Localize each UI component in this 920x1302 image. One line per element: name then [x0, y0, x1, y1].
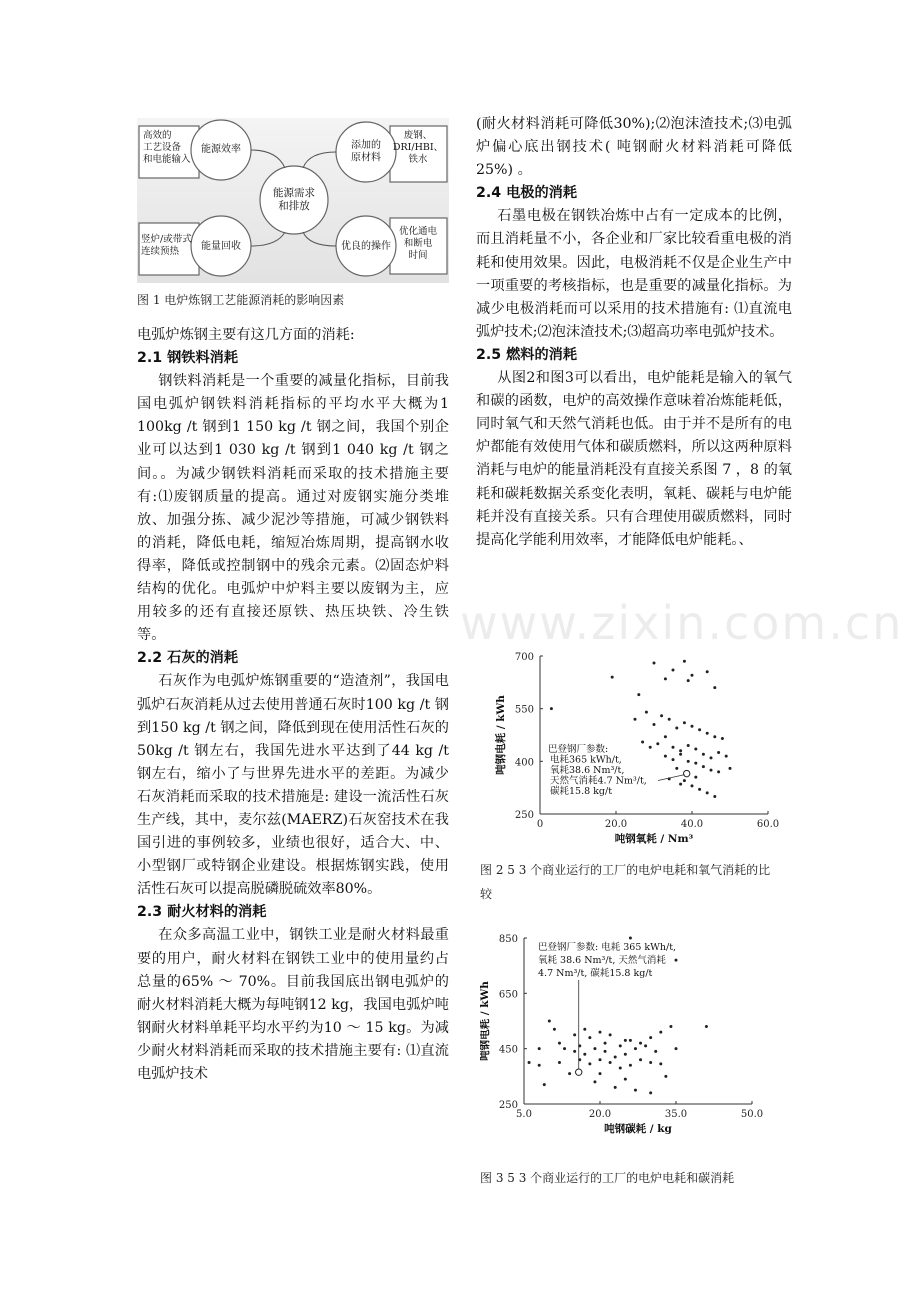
- y-tick-label: 550: [514, 704, 534, 716]
- watermark: www.zixin.com.cn: [460, 596, 904, 650]
- figure-3-chart: [480, 924, 800, 1146]
- data-point: [706, 732, 709, 735]
- fig1-text-line: 工艺设备: [143, 141, 182, 153]
- annotation-line: 碳耗15.8 kg/t: [550, 786, 613, 797]
- fig1-text-line: 和断电: [403, 237, 433, 249]
- data-point: [538, 1047, 541, 1050]
- data-point: [649, 1036, 652, 1039]
- data-point: [679, 753, 682, 756]
- data-point: [675, 726, 678, 729]
- data-point: [653, 662, 656, 665]
- annotation-line: 氧耗38.6 Nm³/t,: [550, 765, 625, 776]
- left-column: [137, 324, 449, 1086]
- x-tick-label: 60.0: [756, 819, 780, 830]
- data-point: [604, 1050, 607, 1053]
- data-point: [644, 1044, 647, 1047]
- figure-2-plot: [480, 642, 800, 852]
- data-point: [558, 1042, 561, 1045]
- fig1-text-line: 优良的操作: [341, 241, 391, 252]
- data-point: [645, 711, 648, 714]
- data-point: [550, 707, 553, 710]
- data-point: [691, 784, 694, 787]
- highlight-point: [683, 770, 689, 776]
- data-point: [717, 751, 720, 754]
- section-2-2-text: 石灰作为电弧炉炼钢重要的“造渣剂”，我国电弧炉石灰消耗从过去使用普通石灰时100 kg /t 钢到150 kg /t 钢之间，降低到现在使用活性石灰的50kg /t 钢左右，我国先进水平达到了44 kg /t 钢左右，缩小了与世界先进水平的差距。为减少石灰消耗而采取的技术措施是: 建设一流活性石灰生产线，其中，麦尔兹(MAERZ)石灰窑技术在我国引进的事例较多，业绩也很好，适合大、中、小型钢厂或特钢企业建设。根据炼钢实践，使用活性石灰可以提高脱磷脱硫效率80%。: [137, 673, 449, 898]
- y-axis-label: 吨钢电耗 / kWh: [495, 695, 507, 775]
- y-tick-label: 450: [498, 1044, 518, 1056]
- fig1-text-line: 时间: [408, 249, 428, 261]
- data-point: [706, 670, 709, 673]
- data-point: [725, 755, 728, 758]
- data-point: [717, 770, 720, 773]
- data-point: [649, 746, 652, 749]
- right-column: [476, 113, 792, 552]
- data-point: [705, 1025, 708, 1028]
- data-point: [624, 1039, 627, 1042]
- section-2-5-text: 从图2和图3可以看出，电炉能耗是输入的氧气和碳的函数，电炉的高效操作意味着冶炼能耗低，同时氧气和天然气消耗也低。由于并不是所有的电炉都能有效使用气体和碳质燃料，所以这两种原料消耗与电炉的能量消耗没有直接关系图 7 ，8 的氧耗和碳耗数据关系变化表明，氧耗、碳耗与电炉能耗并没有直接关系。只有合理使用碳质燃料，同时提高化学能利用效率，才能降低电炉能耗。、: [476, 370, 792, 548]
- data-point: [668, 718, 671, 721]
- x-tick-label: 35.0: [664, 1109, 688, 1120]
- data-point: [710, 769, 713, 772]
- figure-1: [137, 118, 449, 283]
- data-point: [654, 1050, 657, 1053]
- highlight-point: [576, 1069, 582, 1075]
- data-point: [649, 1061, 652, 1064]
- annotation-line: 天然气消耗4.7 Nm³/t,: [550, 775, 647, 787]
- fig1-circle-tl: [201, 142, 241, 155]
- data-point: [713, 735, 716, 738]
- data-point: [528, 1061, 531, 1064]
- annotation-line: 氧耗 38.6 Nm³/t, 天然气消耗: [538, 955, 666, 966]
- fig1-text-line: DRI/HBI、: [392, 141, 444, 153]
- data-point: [653, 723, 656, 726]
- data-point: [634, 718, 637, 721]
- data-point: [710, 756, 713, 759]
- data-point: [624, 1053, 627, 1056]
- data-point: [664, 1075, 667, 1078]
- section-2-3-heading: 2.3 耐火材料的消耗: [137, 904, 267, 921]
- data-point: [683, 660, 686, 663]
- data-point: [583, 1028, 586, 1031]
- data-point: [691, 674, 694, 677]
- data-point: [639, 1042, 642, 1045]
- data-point: [721, 737, 724, 740]
- figure-1-caption: 图 1 电炉炼钢工艺能源消耗的影响因素: [137, 293, 345, 307]
- fig1-text-line: 竖炉/或带式: [141, 234, 192, 245]
- data-point: [687, 679, 690, 682]
- data-point: [611, 676, 614, 679]
- section-2-3-continued: (耐火材料消耗可降低30%);⑵泡沫渣技术;⑶电弧炉偏心底出钢技术( 吨钢耐火材料消耗可降低25%) 。: [476, 116, 792, 179]
- annotation-line: 4.7 Nm³/t, 碳耗15.8 kg/t: [538, 968, 653, 979]
- data-point: [629, 937, 632, 940]
- data-point: [664, 677, 667, 680]
- data-point: [543, 1083, 546, 1086]
- annotation-line: 电耗365 kWh/t,: [550, 754, 622, 766]
- data-point: [729, 767, 732, 770]
- data-point: [614, 1086, 617, 1089]
- data-point: [593, 1047, 596, 1050]
- section-2-1-text: 钢铁料消耗是一个重要的减量化指标，目前我国电弧炉钢铁料消耗指标的平均水平大概为1 100kg /t 钢到1 150 kg /t 钢之间，我国个别企业可以达到1 030 kg /t 钢到1 040 kg /t 钢之间。。为减少钢铁料消耗而采取的技术措施主要有:⑴废钢质量的提高。通过对废钢实施分类堆放、加强分拣、减少泥沙等措施，可减少钢铁料的消耗，降低电耗，缩短冶炼周期，提高钢水收得率，降低或控制钢中的残余元素。⑵固态炉料结构的优化。电弧炉中炉料主要以废钢为主，应用较多的还有直接还原铁、热压块铁、冷生铁等。: [137, 373, 449, 644]
- data-point: [664, 755, 667, 758]
- data-point: [702, 753, 705, 756]
- data-point: [619, 1044, 622, 1047]
- data-point: [629, 1039, 632, 1042]
- data-point: [683, 721, 686, 724]
- fig1-text-line: 铁水: [408, 153, 428, 165]
- fig1-circle-tr: [351, 138, 381, 164]
- data-point: [687, 744, 690, 747]
- data-point: [660, 714, 663, 717]
- data-point: [694, 762, 697, 765]
- figure-3-plot: [480, 924, 800, 1146]
- data-point: [599, 1031, 602, 1034]
- y-axis-label: 吨钢电耗 / kWh: [480, 981, 491, 1061]
- data-point: [669, 1025, 672, 1028]
- data-point: [683, 779, 686, 782]
- data-point: [604, 1042, 607, 1045]
- x-axis-label: 吨钢碳耗 / kg: [604, 1123, 672, 1135]
- x-tick-label: 20.0: [588, 1109, 612, 1120]
- figure-2-chart: [480, 642, 800, 852]
- data-point: [687, 760, 690, 763]
- data-point: [675, 1047, 678, 1050]
- fig1-text-line: 和电能输入: [143, 153, 191, 165]
- annotation-line: 巴登钢厂参数: 电耗 365 kWh/t,: [538, 942, 677, 953]
- data-point: [568, 1072, 571, 1075]
- data-point: [694, 776, 697, 779]
- data-point: [609, 1061, 612, 1064]
- data-point: [609, 1033, 612, 1036]
- data-point: [664, 735, 667, 738]
- data-point: [548, 1020, 551, 1023]
- x-tick-label: 0: [536, 819, 544, 830]
- data-point: [619, 1067, 622, 1070]
- fig1-circle-bl: [201, 239, 241, 252]
- annotation-leader: [658, 775, 685, 781]
- data-point: [634, 1089, 637, 1092]
- data-point: [672, 669, 675, 672]
- data-point: [702, 765, 705, 768]
- data-point: [588, 1062, 591, 1065]
- data-point: [675, 767, 678, 770]
- figure-3-caption: 图 3 5 3 个商业运行的工厂的电炉电耗和碳消耗: [480, 1171, 735, 1185]
- data-point: [713, 686, 716, 689]
- data-point: [698, 728, 701, 731]
- data-point: [679, 749, 682, 752]
- x-tick-label: 5.0: [516, 1109, 532, 1120]
- y-tick-label: 700: [514, 652, 534, 663]
- data-point: [649, 1091, 652, 1094]
- x-tick-label: 50.0: [740, 1109, 764, 1120]
- x-tick-label: 40.0: [680, 819, 704, 830]
- data-point: [634, 1047, 637, 1050]
- data-point: [641, 741, 644, 744]
- data-point: [588, 1036, 591, 1039]
- data-point: [614, 1055, 617, 1058]
- y-tick-label: 400: [514, 757, 534, 769]
- data-point: [637, 693, 640, 696]
- section-2-4-heading: 2.4 电极的消耗: [476, 185, 578, 202]
- fig1-text-line: 能源效率: [201, 144, 241, 155]
- y-tick-label: 250: [498, 1100, 518, 1111]
- fig1-text-line: 添加的: [351, 140, 381, 151]
- x-tick-label: 20.0: [604, 819, 628, 830]
- section-2-4-text: 石墨电极在钢铁冶炼中占有一定成本的比例，而且消耗量不小，各企业和厂家比较看重电极的消耗和使用效果。因此，电极消耗不仅是企业生产中一项重要的考核指标，也是重要的减量化指标。为减少电极消耗而可以采用的技术措施有: ⑴直流电弧炉技术;⑵泡沫渣技术;⑶超高功率电弧炉技术。: [476, 208, 792, 340]
- data-point: [639, 1058, 642, 1061]
- data-point: [599, 1058, 602, 1061]
- data-point: [558, 1061, 561, 1064]
- fig1-text-line: 原材料: [351, 152, 381, 164]
- data-point: [691, 725, 694, 728]
- data-point: [563, 1047, 566, 1050]
- data-point: [675, 959, 678, 962]
- data-point: [713, 795, 716, 798]
- section-2-3-text: 在众多高温工业中，钢铁工业是耐火材料最重要的用户，耐火材料在钢铁工业中的使用量约占总量的65% ～ 70%。目前我国底出钢电弧炉的耐火材料消耗大概为每吨钢12 kg，我国电弧炉吨钢耐火材料单耗平均水平约为10 ～ 15 kg。为减少耐火材料消耗而采取的技术措施主要有: ⑴直流电弧炉技术: [137, 927, 449, 1082]
- y-tick-label: 650: [498, 989, 518, 1001]
- x-axis-label: 吨钢氧耗 / Nm³: [614, 833, 694, 845]
- data-point: [583, 1053, 586, 1056]
- fig1-text-line: 和排放: [278, 200, 310, 213]
- figure-2-caption: 图 2 5 3 个商业运行的工厂的电炉电耗和氧气消耗的比较: [480, 863, 771, 901]
- data-point: [538, 1064, 541, 1067]
- data-point: [694, 748, 697, 751]
- data-point: [679, 783, 682, 786]
- fig1-text-line: 能源需求: [273, 187, 315, 199]
- data-point: [573, 1033, 576, 1036]
- data-point: [553, 1028, 556, 1031]
- fig1-text-line: 高效的: [143, 130, 172, 141]
- data-point: [593, 1080, 596, 1083]
- data-point: [573, 1050, 576, 1053]
- data-point: [672, 746, 675, 749]
- data-point: [659, 1031, 662, 1034]
- fig1-text-line: 废钢、: [403, 130, 433, 141]
- section-2-5-heading: 2.5 燃料的消耗: [476, 346, 578, 363]
- data-point: [599, 1072, 602, 1075]
- data-point: [672, 758, 675, 761]
- data-point: [656, 742, 659, 745]
- intro-text: 电弧炉炼钢主要有这几方面的消耗:: [137, 327, 355, 343]
- data-point: [659, 1062, 662, 1065]
- y-tick-label: 850: [498, 934, 518, 945]
- data-point: [629, 1064, 632, 1067]
- data-point: [624, 1078, 627, 1081]
- fig1-text-line: 连续预热: [141, 245, 180, 257]
- annotation-line: 巴登钢厂参数:: [548, 744, 609, 755]
- fig1-text-line: 能量回收: [201, 241, 241, 252]
- figure-1-diagram: [137, 118, 449, 283]
- section-2-2-heading: 2.2 石灰的消耗: [137, 650, 239, 667]
- y-tick-label: 250: [514, 810, 534, 821]
- data-point: [706, 791, 709, 794]
- fig1-text-line: 优化通电: [398, 226, 438, 237]
- data-point: [698, 788, 701, 791]
- fig1-circle-br: [341, 239, 391, 252]
- section-2-1-heading: 2.1 钢铁料消耗: [137, 350, 239, 367]
